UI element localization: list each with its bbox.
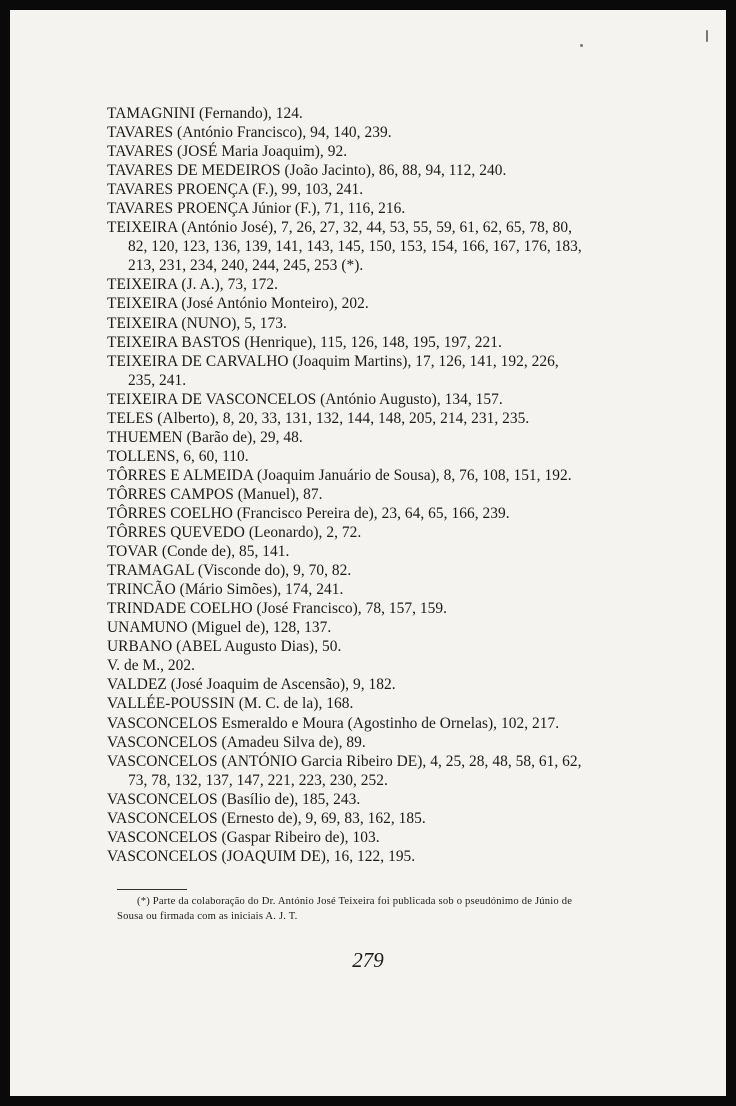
- index-entry: TÔRRES CAMPOS (Manuel), 87.: [107, 485, 323, 503]
- index-entry: TEIXEIRA DE VASCONCELOS (António Augusto), 134, 157.: [107, 390, 503, 408]
- index-entry: TÔRRES COELHO (Francisco Pereira de), 23, 64, 65, 166, 239.: [107, 504, 510, 522]
- index-entry: VASCONCELOS (Gaspar Ribeiro de), 103.: [107, 828, 380, 846]
- index-entry: UNAMUNO (Miguel de), 128, 137.: [107, 619, 332, 637]
- index-entry: TAVARES (António Francisco), 94, 140, 239.: [107, 124, 392, 142]
- index-entry: TÔRRES E ALMEIDA (Joaquim Januário de Sousa), 8, 76, 108, 151, 192.: [107, 466, 572, 484]
- index-entry: TAVARES (JOSÉ Maria Joaquim), 92.: [107, 143, 348, 161]
- index-entry: TEIXEIRA (NUNO), 5, 173.: [107, 314, 287, 332]
- index-entry: TAVARES PROENÇA Júnior (F.), 71, 116, 216.: [107, 200, 406, 218]
- index-entry: TEIXEIRA (António José), 7, 26, 27, 32, 44, 53, 55, 59, 61, 62, 65, 78, 80, 82, 120, 123, 136, 139, 141, 143, 145, 150, 153, 154, 166, 167, 176, 183, 213, 231, 234, 240, 244, 245, 253 (*).: [107, 219, 582, 275]
- index-entry: VASCONCELOS (Ernesto de), 9, 69, 83, 162, 185.: [107, 809, 426, 827]
- index-entry: TAVARES PROENÇA (F.), 99, 103, 241.: [107, 181, 364, 199]
- paper-speck: [580, 44, 583, 47]
- name-index-list: [107, 104, 582, 866]
- index-entry: TEIXEIRA DE CARVALHO (Joaquim Martins), 17, 126, 141, 192, 226, 235, 241.: [107, 352, 559, 389]
- index-entry: VASCONCELOS (JOAQUIM DE), 16, 122, 195.: [107, 847, 416, 865]
- book-page: [10, 10, 726, 1096]
- footnote-rule: [117, 889, 187, 890]
- index-entry: VASCONCELOS (Basílio de), 185, 243.: [107, 790, 361, 808]
- page-number: 279: [352, 948, 384, 972]
- index-entry: TEIXEIRA (José António Monteiro), 202.: [107, 295, 369, 313]
- index-entry: TELES (Alberto), 8, 20, 33, 131, 132, 144, 148, 205, 214, 231, 235.: [107, 409, 530, 427]
- index-entry: TRINCÃO (Mário Simões), 174, 241.: [107, 581, 344, 599]
- footnote: (*) Parte da colaboração do Dr. António José Teixeira foi publicada sob o pseudónimo de Júnio de Sousa ou firmada com as iniciais A. J. T.: [117, 896, 573, 922]
- index-entry: VASCONCELOS Esmeraldo e Moura (Agostinho de Ornelas), 102, 217.: [107, 714, 560, 732]
- index-entry: TRAMAGAL (Visconde do), 9, 70, 82.: [107, 562, 352, 580]
- index-entry: VASCONCELOS (Amadeu Silva de), 89.: [107, 733, 366, 751]
- index-entry: TEIXEIRA BASTOS (Henrique), 115, 126, 148, 195, 197, 221.: [107, 333, 502, 351]
- index-entry: TOLLENS, 6, 60, 110.: [107, 447, 249, 465]
- paper-speck: [706, 30, 708, 42]
- index-entry: TAMAGNINI (Fernando), 124.: [107, 105, 303, 122]
- index-entry: TEIXEIRA (J. A.), 73, 172.: [107, 276, 279, 294]
- index-entry: TRINDADE COELHO (José Francisco), 78, 157, 159.: [107, 600, 448, 618]
- index-entry: URBANO (ABEL Augusto Dias), 50.: [107, 638, 342, 656]
- index-entry: TÔRRES QUEVEDO (Leonardo), 2, 72.: [107, 524, 362, 542]
- index-entry: THUEMEN (Barão de), 29, 48.: [107, 428, 303, 446]
- index-entry: VALDEZ (José Joaquim de Ascensão), 9, 182.: [107, 676, 396, 694]
- index-entry: TOVAR (Conde de), 85, 141.: [107, 543, 290, 561]
- index-entry: TAVARES DE MEDEIROS (João Jacinto), 86, 88, 94, 112, 240.: [107, 162, 507, 180]
- index-entry: V. de M., 202.: [107, 657, 196, 675]
- index-entry: VALLÉE-POUSSIN (M. C. de la), 168.: [107, 695, 354, 713]
- index-entry: VASCONCELOS (ANTÓNIO Garcia Ribeiro DE), 4, 25, 28, 48, 58, 61, 62, 73, 78, 132, 137, 147, 221, 223, 230, 252.: [107, 752, 582, 789]
